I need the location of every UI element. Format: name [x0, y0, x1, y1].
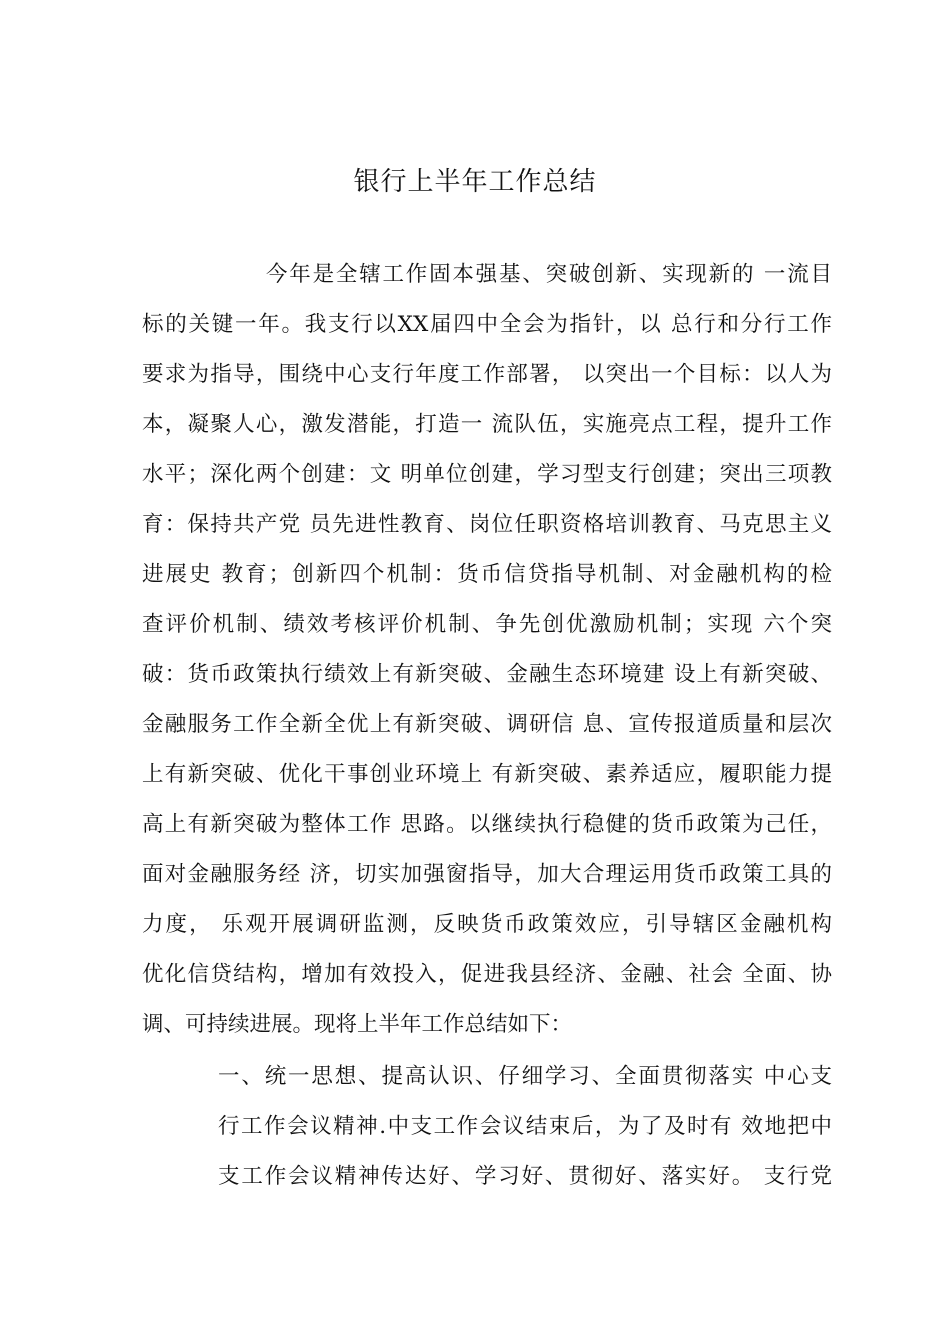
- text-line: 进展史 教育；创新四个机制：货币信贷指导机制、对金融机构的检: [142, 562, 832, 587]
- text-line: 优化信贷结构，增加有效投入，促进我县经济、金融、社会 全面、协: [142, 962, 832, 987]
- section-heading-line: 一、统一思想、提高认识、仔细学习、全面贯彻落实 中心支: [218, 1064, 832, 1089]
- text-line: 要求为指导，围绕中心支行年度工作部署， 以突出一个目标：以人为: [142, 362, 832, 387]
- text-line: 支工作会议精神传达好、学习好、贯彻好、落实好。 支行党: [218, 1164, 832, 1189]
- text-line: 面对金融服务经 济，切实加强窗指导，加大合理运用货币政策工具的: [142, 862, 832, 887]
- text-line: 行工作会议精神.中支工作会议结束后，为了及时有 效地把中: [218, 1114, 832, 1139]
- text-line: 力度， 乐观开展调研监测，反映货币政策效应，引导辖区金融机构: [142, 912, 832, 937]
- text-line: 标的关键一年。我支行以XX届四中全会为指针，以 总行和分行工作: [142, 312, 832, 337]
- text-line: 高上有新突破为整体工作 思路。以继续执行稳健的货币政策为己任，: [142, 812, 832, 837]
- text-line: 破：货币政策执行绩效上有新突破、金融生态环境建 设上有新突破、: [142, 662, 832, 687]
- text-line: 水平；深化两个创建：文 明单位创建，学习型支行创建；突出三项教: [142, 462, 832, 487]
- text-line: 育：保持共产党 员先进性教育、岗位任职资格培训教育、马克思主义: [142, 512, 832, 537]
- text-line: 本，凝聚人心，激发潜能，打造一 流队伍，实施亮点工程，提升工作: [142, 412, 832, 437]
- text-line: 金融服务工作全新全优上有新突破、调研信 息、宣传报道质量和层次: [142, 712, 832, 737]
- text-line: 查评价机制、绩效考核评价机制、争先创优激励机制；实现 六个突: [142, 612, 832, 637]
- text-line: 上有新突破、优化干事创业环境上 有新突破、素养适应，履职能力提: [142, 762, 832, 787]
- text-line: 调、可持续进展。现将上半年工作总结如下：: [142, 1012, 573, 1037]
- text-line: 今年是全辖工作固本强基、突破创新、实现新的 一流目: [266, 262, 832, 287]
- document-title: 银行上半年工作总结: [353, 167, 597, 197]
